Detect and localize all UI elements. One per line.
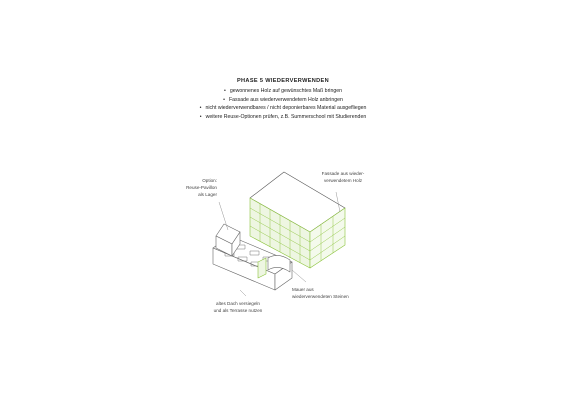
task-item: • nicht wiederverwendbares / nicht deponierbares Material ausgefliegen [0, 104, 566, 113]
task-item: • Fassade aus wiederverwendetem Holz anbringen [0, 96, 566, 105]
task-item: • weitere Reuse-Optionen prüfen, z.B. Summerschool mit Studierenden [0, 113, 566, 122]
annotation-wall: Mauer aus wiederverwendeten Steinen [292, 287, 349, 300]
annotation-facade: Fassade aus wieder- verwendetem Holz [321, 171, 365, 184]
task-item: • gewonnenes Holz auf gewünschtes Maß bringen [0, 87, 566, 96]
annotation-pavilion: Option: Reuse-Pavillon als Lager [186, 178, 217, 198]
annotation-terrace: altes Dach versiegeln und als Terrasse nutzen [213, 301, 263, 314]
phase-title: PHASE 5 WIEDERVERWENDEN [236, 78, 330, 84]
